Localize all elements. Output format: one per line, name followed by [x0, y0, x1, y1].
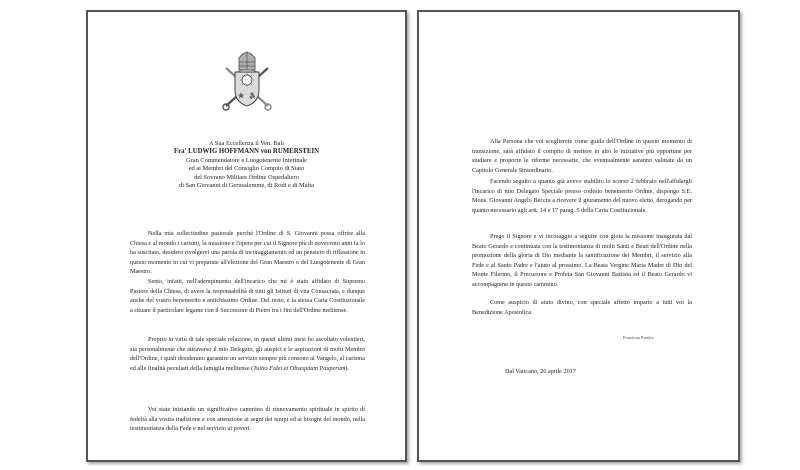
- addressee-council: ed ai Membri del Consiglio Compito di Stato: [188, 165, 305, 173]
- paragraph: Facendo seguito a quanto già avevo stabilito lo scorso 2 febbraio nell'affidargli l'incarico di mio Delegato Speciale presso codesto benemerito Ordine, dispongo S.E. Mons. Giovanni Angelo Becciu a ricevere il giuramento del nuovo eletto, derogando per quanto necessario agli artt. 14 e 17 parag. 5 della Carta Costituzionale.: [472, 178, 692, 214]
- salutation: A Sua Eccellenza il Ven. Bali: [208, 140, 285, 147]
- letter-page-2: [417, 10, 740, 462]
- papal-signature: Franciscus Pontifex: [623, 336, 654, 340]
- paragraph: Come auspicio di aiuto divino, con speciale affetto imparto a tutti voi la Benedizione Apostolica.: [472, 299, 692, 316]
- paragraph: Sento, infatti, nell'adempimento dell'incarico che mi è stato affidato di Supremo Pastore della Chiesa, di avere la responsabilità di tutti gli Istituti di vita Consacrata, e dunque anche del vostro benemerito e antichissimo Ordine. Del resto, è la stessa Carta Costituzionale a situare il particolare legame con il Successore di Pietro tra i fini dell'Ordine melitense.: [130, 278, 365, 314]
- papal-coat-of-arms-icon: [220, 48, 274, 114]
- paragraph: Nella mia sollecitudine pastorale perché l'Ordine di S. Giovanni possa offrire alla Chiesa e al mondo i carismi, la missione e l'opera per cui il Signore più di novecento anni fa lo ha suscitato, desidero rivolgervi una parola di incoraggiamento ed un pensiero di riflessione in questo momento in cui vi preparate all'elezione del Gran Maestro o del Luogotenente di Gran Maestro.: [130, 230, 365, 276]
- dateline: Dal Vaticano, 26 aprile 2017: [505, 368, 576, 375]
- paragraph: Alla Persona che voi sceglierete come guida dell'Ordine in questo momento di transizione, sarà affidato il compito di mettere in atto le iniziative più opportune per studiare e proporre le riforme necessarie, che eventualmente saranno valutate da un Capitolo Generale Straordinario.: [472, 138, 692, 174]
- order-motto: Tuitio Fidei et Obsequium Pauperum: [253, 364, 346, 372]
- paragraph: Voi state iniziando un significativo cammino di rinnovamento spirituale in spirito di fedeltà alla vostra tradizione e con attenzione ai segni dei tempi ed ai bisogni del mondo, nella testimonianza della Fede e nel servizio ai poveri.: [130, 406, 365, 433]
- addressee-order-full: di San Giovanni di Gerusalemme, di Rodi e di Malta: [179, 182, 314, 190]
- addressee-name: Fra' LUDWIG HOFFMANN von RUMERSTEIN: [173, 148, 320, 156]
- addressee-block: [88, 140, 405, 190]
- letter-page-1: [86, 10, 407, 462]
- paragraph: Prego il Signore e vi incoraggio a seguire con gioia la missione inaugurata dal Beato Gerardo e continuata con la testimonianza di molti Santi e Beati dell'Ordine nella promozione della gloria di Dio mediante la santificazione dei Membri, il servizio alla Fede e al Santo Padre e l'aiuto al prossimo. La Beata Vergine Maria Madre di Dio del Monte Filermo, il Precursore e Profeta San Giovanni Battista ed il Beato Gerardo vi accompagnino in questo cammino.: [472, 233, 692, 288]
- paragraph: Proprio in virtù di tale speciale relazione, in questi ultimi mesi ho ascoltato volentieri, sia personalmente che attraverso il mio Delegato, gli auspici e le aspirazioni di molti Membri dell'Ordine, i quali desiderano garantire un servizio sempre più consono al Vangelo, al carisma ed alle finalità peculiari della famiglia melitense (Tuitio Fidei et Obsequium Pauperum).: [130, 336, 365, 372]
- addressee-order: del Sovrano Militare Ordine Ospedaliero: [194, 173, 299, 181]
- addressee-title: Gran Commendatore e Luogotenente Interinale: [185, 156, 308, 164]
